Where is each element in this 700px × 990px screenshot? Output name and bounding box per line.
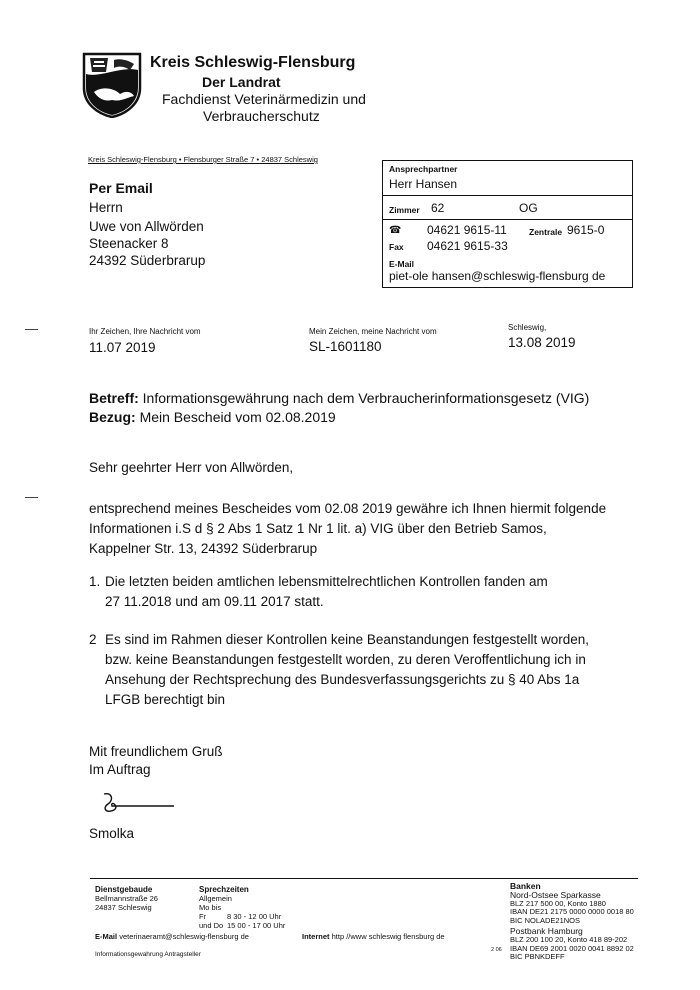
- central-number: 9615-0: [567, 223, 605, 237]
- on-behalf: Im Auftrag: [89, 762, 151, 777]
- signature: [98, 790, 178, 822]
- footer-hours: [199, 885, 309, 930]
- reference-text: Mein Bescheid vom 02.08.2019: [139, 409, 336, 425]
- item-2-line-1: Es sind im Rahmen dieser Kontrollen keine Beanstandungen festgestellt worden,: [105, 632, 590, 647]
- room-label: Zimmer: [389, 205, 420, 215]
- item-1-number: 1.: [89, 574, 101, 589]
- coat-of-arms-logo: [80, 52, 144, 118]
- phone-icon: ☎: [389, 225, 402, 236]
- office-label: Dienstgebaude: [95, 885, 153, 894]
- contact-email[interactable]: piet-ole hansen@schleswig-flensburg de: [389, 269, 606, 283]
- bank-1-bic: BIC NOLADE21NOS: [510, 916, 581, 926]
- letter-date: 13.08 2019: [508, 335, 576, 350]
- reference-line: [89, 409, 336, 425]
- footer-internet: [302, 932, 445, 941]
- reference-label: Bezug:: [89, 409, 136, 425]
- footer-divider: [90, 878, 638, 879]
- footer-code: 2 06: [491, 947, 502, 953]
- bank-1-name: Nord-Ostsee Sparkasse: [510, 889, 601, 900]
- intro-paragraph: [89, 499, 629, 559]
- intro-line-1: entsprechend meines Bescheides vom 02.08 2019 gewähre ich Ihnen hiermit folgende: [89, 501, 607, 516]
- greeting: Sehr geehrter Herr von Allwörden,: [89, 460, 294, 475]
- contact-name: Herr Hansen: [389, 177, 458, 191]
- department-line-1: Fachdienst Veterinärmedizin und: [162, 91, 366, 107]
- fax-number: 04621 9615-33: [427, 239, 508, 253]
- org-role: Der Landrat: [202, 74, 281, 90]
- list-item: [89, 572, 629, 612]
- banks-label: Banken: [510, 881, 541, 891]
- bank-1-iban: IBAN DE21 2175 0000 0000 0018 80: [510, 907, 634, 917]
- place-label: Schleswig,: [508, 323, 547, 332]
- subject-label: Betreff:: [89, 390, 139, 406]
- item-2-line-2: bzw. keine Beanstandungen festgestellt worden, zu deren Veroffentlichung ich in: [105, 652, 586, 667]
- footer-email-label: E-Mail: [95, 932, 118, 941]
- fold-mark-top: [25, 329, 38, 330]
- contact-box: [382, 160, 633, 288]
- form-name: Informationsgewahrung Antragsteller: [95, 951, 201, 958]
- bank-2-iban: IBAN DE69 2001 0020 0041 8892 02: [510, 943, 634, 953]
- recipient-name: Uwe von Allwörden: [89, 219, 204, 234]
- subject-line: [89, 390, 589, 406]
- org-name: Kreis Schleswig-Flensburg: [150, 54, 356, 71]
- fax-label: Fax: [389, 242, 404, 252]
- recipient-salutation: Herrn: [89, 200, 123, 215]
- phone-number: 04621 9615-11: [427, 223, 507, 237]
- central-label: Zentrale: [529, 227, 563, 237]
- footer-email-address[interactable]: veterinaeramt@schleswig-flensburg de: [119, 932, 249, 941]
- hours-time-2: 15 00 - 17 00 Uhr: [227, 921, 286, 930]
- bank-2-blz: BLZ 200 100 20, Konto 418 89-202: [510, 934, 628, 944]
- item-2-number: 2: [89, 632, 97, 647]
- office-city: 24837 Schleswig: [95, 903, 152, 912]
- our-reference-label: Mein Zeichen, meine Nachricht vom: [309, 327, 437, 336]
- subject-text: Informationsgewährung nach dem Verbraucherinformationsgesetz (VIG): [142, 390, 590, 406]
- floor: OG: [519, 201, 538, 215]
- bank-2-bic: BIC PBNKDEFF: [510, 952, 565, 962]
- hours-days-2: und Do: [199, 921, 224, 930]
- closing: Mit freundlichem Gruß: [89, 744, 223, 759]
- recipient-city: 24392 Süderbrarup: [89, 253, 206, 268]
- internet-label: Internet: [302, 932, 330, 941]
- contact-label: Ansprechpartner: [389, 164, 458, 174]
- department-line-2: Verbraucherschutz: [203, 108, 320, 124]
- intro-line-3: Kappelner Str. 13, 24392 Süderbrarup: [89, 541, 318, 556]
- recipient-street: Steenacker 8: [89, 236, 169, 251]
- office-street: Bellmannstraße 26: [95, 894, 158, 903]
- hours-time-1: 8 30 - 12 00 Uhr: [227, 912, 282, 921]
- our-reference-value: SL-1601180: [309, 339, 382, 354]
- item-1-line-1: Die letzten beiden amtlichen lebensmittelrechtlichen Kontrollen fanden am: [105, 574, 548, 589]
- footer-banks: [510, 882, 634, 962]
- item-2-line-4: LFGB berechtigt bin: [105, 692, 226, 707]
- return-address: Kreis Schleswig-Flensburg • Flensburger Straße 7 • 24837 Schleswig: [88, 155, 318, 164]
- delivery-method: Per Email: [89, 180, 153, 196]
- fold-mark-middle: [25, 497, 38, 498]
- hours-label: Sprechzeiten: [199, 885, 249, 894]
- internet-url[interactable]: http //www schleswig flensburg de: [331, 932, 445, 941]
- email-label: E-Mail: [389, 259, 415, 269]
- hours-general: Allgemein: [199, 894, 232, 903]
- item-2-line-3: Ansehung der Rechtsprechung des Bundesverfassungsgerichts zu § 40 Abs 1a: [105, 672, 580, 687]
- room-number: 62: [431, 201, 445, 215]
- list-item: [89, 630, 629, 710]
- intro-line-2: Informationen i.S d § 2 Abs 1 Satz 1 Nr 1 lit. a) VIG über den Betrieb Samos,: [89, 521, 547, 536]
- footer-office: [95, 885, 158, 912]
- hours-days-1: Mo bis Fr: [199, 903, 222, 921]
- footer-email: [95, 932, 249, 941]
- bank-2-name: Postbank Hamburg: [510, 925, 583, 936]
- signer-name: Smolka: [89, 826, 135, 841]
- their-reference-value: 11.07 2019: [89, 340, 156, 355]
- bank-1-blz: BLZ 217 500 00, Konto 1880: [510, 898, 606, 908]
- their-reference-label: Ihr Zeichen, Ihre Nachricht vom: [89, 327, 201, 336]
- item-1-line-2: 27 11.2018 und am 09.11 2017 statt.: [105, 594, 324, 609]
